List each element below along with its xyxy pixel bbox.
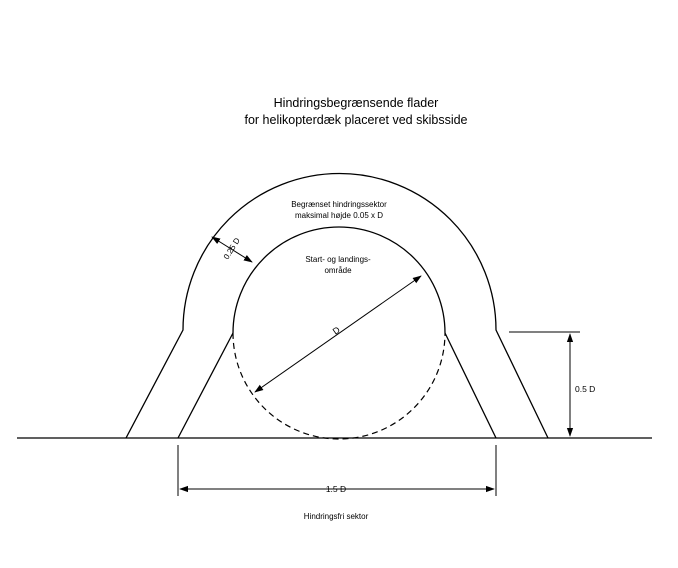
diameter-label: D	[330, 324, 342, 337]
restricted-sector-label-line2: maksimal højde 0.05 x D	[294, 211, 384, 220]
landing-area-circle-solid	[233, 227, 445, 333]
inner-boundary-left	[178, 333, 233, 438]
title-line-2: for helikopterdæk placeret ved skibsside	[244, 113, 468, 127]
height-label: 0.5 D	[575, 384, 596, 394]
landing-area-label-line2: område	[324, 266, 352, 275]
landing-area-label-line1: Start- og landings-	[305, 255, 371, 264]
obstacle-free-sector-label: Hindringsfri sektor	[303, 512, 369, 521]
title-line-1: Hindringsbegrænsende flader	[273, 96, 439, 110]
base-width-label: 1.5 D	[325, 484, 347, 494]
restricted-sector-label-line1: Begrænset hindringssektor	[291, 200, 387, 209]
landing-area-circle-dashed	[233, 333, 445, 439]
inner-boundary-right	[445, 333, 496, 438]
ring-width-label: 0.25 D	[221, 236, 242, 262]
